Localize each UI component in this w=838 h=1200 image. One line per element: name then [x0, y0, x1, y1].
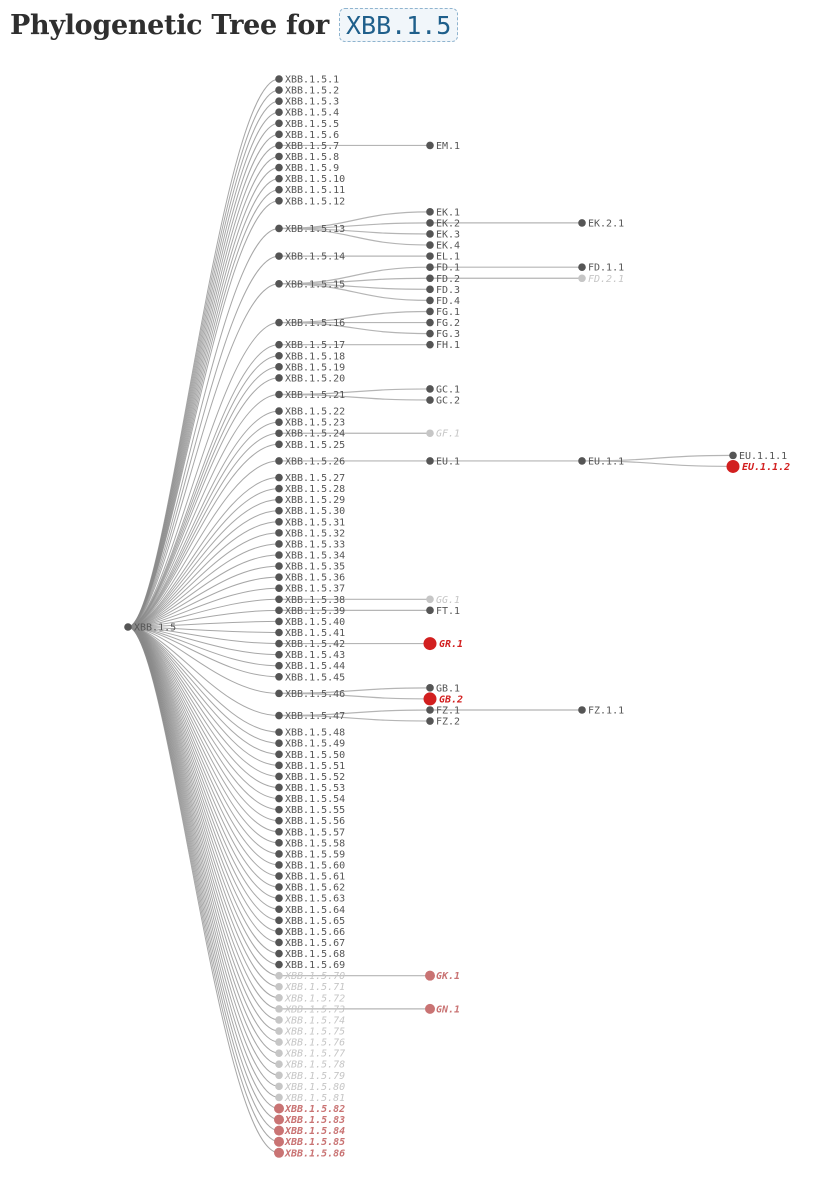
- node-dot[interactable]: [275, 584, 283, 592]
- node-dot[interactable]: [426, 717, 434, 725]
- node-dot[interactable]: [275, 850, 283, 858]
- node-dot[interactable]: [124, 623, 132, 631]
- node-dot[interactable]: [275, 507, 283, 515]
- node-dot[interactable]: [426, 142, 434, 150]
- node-label[interactable]: XBB.1.5.31: [285, 517, 346, 529]
- node-label[interactable]: XBB.1.5.82: [285, 1104, 346, 1116]
- node-label[interactable]: XBB.1.5.8: [285, 151, 340, 163]
- node-label[interactable]: XBB.1.5.54: [285, 794, 346, 806]
- node-label[interactable]: XBB.1.5.26: [285, 456, 346, 468]
- node-dot[interactable]: [275, 225, 283, 233]
- tree-edge: [128, 284, 279, 627]
- node-label[interactable]: XBB.1.5.3: [285, 96, 340, 108]
- node-dot[interactable]: [727, 460, 740, 473]
- node-label[interactable]: GG.1: [436, 594, 461, 606]
- node-label[interactable]: XBB.1.5.76: [285, 1037, 346, 1049]
- node-label[interactable]: XBB.1.5.7: [285, 140, 340, 152]
- node-label[interactable]: XBB.1.5: [134, 622, 177, 634]
- node-dot[interactable]: [578, 219, 586, 227]
- node-dot[interactable]: [275, 252, 283, 260]
- node-dot[interactable]: [578, 457, 586, 465]
- node-label[interactable]: XBB.1.5.37: [285, 583, 346, 595]
- node-dot[interactable]: [275, 1027, 283, 1035]
- node-dot[interactable]: [426, 241, 434, 249]
- tree-edge: [128, 627, 279, 1120]
- node-label[interactable]: XBB.1.5.43: [285, 650, 346, 662]
- node-label[interactable]: EK.4: [436, 240, 461, 252]
- node-dot[interactable]: [275, 341, 283, 349]
- node-dot[interactable]: [426, 684, 434, 692]
- node-label[interactable]: XBB.1.5.66: [285, 926, 346, 938]
- node-dot[interactable]: [425, 971, 435, 981]
- node-label[interactable]: EU.1.1.2: [742, 461, 791, 473]
- node-dot[interactable]: [274, 1115, 284, 1125]
- tree-edge: [128, 190, 279, 627]
- tree-edge: [128, 134, 279, 627]
- node-dot[interactable]: [729, 452, 737, 460]
- node-dot[interactable]: [275, 540, 283, 548]
- node-dot[interactable]: [274, 1104, 284, 1114]
- node-label[interactable]: XBB.1.5.5: [285, 118, 340, 130]
- node-label[interactable]: XBB.1.5.12: [285, 196, 346, 208]
- node-label[interactable]: XBB.1.5.57: [285, 827, 346, 839]
- node-dot[interactable]: [275, 905, 283, 913]
- node-dot[interactable]: [426, 330, 434, 338]
- node-label[interactable]: XBB.1.5.2: [285, 85, 340, 97]
- node-dot[interactable]: [275, 595, 283, 603]
- node-label[interactable]: XBB.1.5.24: [285, 428, 346, 440]
- node-label[interactable]: GN.1: [436, 1004, 461, 1016]
- node-dot[interactable]: [275, 391, 283, 399]
- node-dot[interactable]: [426, 607, 434, 615]
- node-dot[interactable]: [275, 573, 283, 581]
- node-dot[interactable]: [275, 363, 283, 371]
- node-label[interactable]: XBB.1.5.33: [285, 539, 346, 551]
- node-dot[interactable]: [275, 651, 283, 659]
- node-dot[interactable]: [275, 197, 283, 205]
- node-dot[interactable]: [426, 230, 434, 238]
- node-label[interactable]: XBB.1.5.28: [285, 484, 346, 496]
- node-dot[interactable]: [275, 607, 283, 615]
- node-dot[interactable]: [275, 518, 283, 526]
- node-label[interactable]: XBB.1.5.85: [285, 1137, 346, 1149]
- node-label[interactable]: FT.1: [436, 605, 461, 617]
- node-dot[interactable]: [275, 983, 283, 991]
- node-dot[interactable]: [275, 750, 283, 758]
- node-dot[interactable]: [275, 1060, 283, 1068]
- node-label[interactable]: XBB.1.5.61: [285, 871, 346, 883]
- node-label[interactable]: EU.1.1.1: [739, 450, 788, 462]
- node-dot[interactable]: [426, 319, 434, 327]
- node-label[interactable]: XBB.1.5.38: [285, 594, 346, 606]
- node-dot[interactable]: [275, 640, 283, 648]
- node-label[interactable]: XBB.1.5.20: [285, 373, 346, 385]
- node-label[interactable]: XBB.1.5.42: [285, 639, 346, 651]
- node-label[interactable]: EU.1: [436, 456, 461, 468]
- node-dot[interactable]: [275, 773, 283, 781]
- node-label[interactable]: XBB.1.5.45: [285, 672, 346, 684]
- node-label[interactable]: XBB.1.5.78: [285, 1059, 346, 1071]
- node-dot[interactable]: [274, 1137, 284, 1147]
- node-dot[interactable]: [275, 712, 283, 720]
- node-label[interactable]: XBB.1.5.65: [285, 915, 346, 927]
- node-dot[interactable]: [275, 119, 283, 127]
- node-dot[interactable]: [426, 263, 434, 271]
- node-dot[interactable]: [426, 274, 434, 282]
- node-label[interactable]: XBB.1.5.79: [285, 1070, 346, 1082]
- node-dot[interactable]: [275, 795, 283, 803]
- node-dot[interactable]: [426, 429, 434, 437]
- node-dot[interactable]: [275, 1038, 283, 1046]
- node-dot[interactable]: [275, 1005, 283, 1013]
- node-label[interactable]: XBB.1.5.59: [285, 849, 346, 861]
- node-dot[interactable]: [275, 474, 283, 482]
- node-label[interactable]: GC.2: [436, 395, 461, 407]
- node-dot[interactable]: [275, 673, 283, 681]
- node-label[interactable]: XBB.1.5.49: [285, 738, 346, 750]
- node-dot[interactable]: [275, 429, 283, 437]
- node-dot[interactable]: [275, 928, 283, 936]
- node-label[interactable]: GR.1: [439, 639, 464, 651]
- node-dot[interactable]: [275, 894, 283, 902]
- node-label[interactable]: XBB.1.5.13: [285, 223, 346, 235]
- node-label[interactable]: FZ.1: [436, 705, 461, 717]
- node-label[interactable]: XBB.1.5.81: [285, 1092, 346, 1104]
- node-dot[interactable]: [275, 562, 283, 570]
- node-dot[interactable]: [275, 319, 283, 327]
- node-dot[interactable]: [275, 662, 283, 670]
- node-dot[interactable]: [275, 108, 283, 116]
- node-label[interactable]: XBB.1.5.70: [285, 971, 346, 983]
- node-label[interactable]: XBB.1.5.6: [285, 129, 340, 141]
- node-dot[interactable]: [275, 529, 283, 537]
- node-label[interactable]: FD.3: [436, 284, 461, 296]
- node-dot[interactable]: [275, 153, 283, 161]
- node-dot[interactable]: [275, 762, 283, 770]
- node-label[interactable]: XBB.1.5.35: [285, 561, 346, 573]
- node-dot[interactable]: [426, 297, 434, 305]
- node-dot[interactable]: [275, 917, 283, 925]
- node-label[interactable]: XBB.1.5.55: [285, 805, 346, 817]
- node-dot[interactable]: [426, 208, 434, 216]
- node-label[interactable]: XBB.1.5.34: [285, 550, 346, 562]
- node-dot[interactable]: [275, 374, 283, 382]
- node-label[interactable]: FD.1.1: [588, 262, 625, 274]
- node-dot[interactable]: [274, 1148, 284, 1158]
- node-dot[interactable]: [426, 706, 434, 714]
- node-dot[interactable]: [275, 883, 283, 891]
- node-dot[interactable]: [275, 1016, 283, 1024]
- node-label[interactable]: XBB.1.5.67: [285, 937, 346, 949]
- node-label[interactable]: FD.2: [436, 273, 461, 285]
- node-label[interactable]: XBB.1.5.17: [285, 340, 346, 352]
- node-dot[interactable]: [275, 1094, 283, 1102]
- node-dot[interactable]: [275, 418, 283, 426]
- node-label[interactable]: FZ.1.1: [588, 705, 625, 717]
- node-label[interactable]: FG.2: [436, 318, 461, 330]
- node-label[interactable]: EK.1: [436, 207, 461, 219]
- node-label[interactable]: XBB.1.5.62: [285, 882, 346, 894]
- node-dot[interactable]: [426, 457, 434, 465]
- node-label[interactable]: XBB.1.5.53: [285, 782, 346, 794]
- node-label[interactable]: XBB.1.5.36: [285, 572, 346, 584]
- node-label[interactable]: XBB.1.5.32: [285, 528, 346, 540]
- node-dot[interactable]: [578, 274, 586, 282]
- node-label[interactable]: XBB.1.5.10: [285, 174, 346, 186]
- node-label[interactable]: XBB.1.5.39: [285, 605, 346, 617]
- node-label[interactable]: XBB.1.5.41: [285, 628, 346, 639]
- node-dot[interactable]: [275, 828, 283, 836]
- tree-edge: [128, 156, 279, 627]
- node-label[interactable]: XBB.1.5.9: [285, 163, 340, 175]
- node-dot[interactable]: [275, 728, 283, 736]
- node-label[interactable]: XBB.1.5.68: [285, 949, 346, 961]
- node-label[interactable]: XBB.1.5.14: [285, 251, 346, 263]
- node-dot[interactable]: [275, 839, 283, 847]
- node-label[interactable]: XBB.1.5.73: [285, 1004, 346, 1016]
- node-label[interactable]: XBB.1.5.4: [285, 107, 340, 119]
- node-label[interactable]: XBB.1.5.48: [285, 727, 346, 739]
- node-label[interactable]: GC.1: [436, 384, 461, 396]
- node-dot[interactable]: [275, 75, 283, 83]
- page-title: Phylogenetic Tree for: [10, 9, 329, 41]
- node-label[interactable]: XBB.1.5.84: [285, 1126, 346, 1138]
- node-dot[interactable]: [274, 1126, 284, 1136]
- node-dot[interactable]: [275, 97, 283, 105]
- node-label[interactable]: GB.1: [436, 683, 461, 695]
- node-label[interactable]: XBB.1.5.86: [285, 1148, 346, 1160]
- node-label[interactable]: XBB.1.5.29: [285, 495, 346, 507]
- node-label[interactable]: XBB.1.5.1: [285, 74, 340, 86]
- node-dot[interactable]: [578, 706, 586, 714]
- node-dot[interactable]: [275, 950, 283, 958]
- node-label[interactable]: GB.2: [439, 694, 464, 706]
- node-label[interactable]: XBB.1.5.80: [285, 1081, 346, 1093]
- node-dot[interactable]: [424, 637, 437, 650]
- node-label[interactable]: FH.1: [436, 340, 461, 352]
- node-dot[interactable]: [426, 286, 434, 294]
- tree-edges: [128, 79, 733, 1153]
- node-dot[interactable]: [275, 496, 283, 504]
- node-label[interactable]: XBB.1.5.23: [285, 417, 346, 429]
- node-label[interactable]: GF.1: [436, 428, 461, 440]
- node-dot[interactable]: [275, 1072, 283, 1080]
- node-dot[interactable]: [275, 784, 283, 792]
- node-label[interactable]: XBB.1.5.52: [285, 771, 346, 783]
- node-dot[interactable]: [275, 618, 283, 626]
- node-label[interactable]: XBB.1.5.74: [285, 1015, 346, 1027]
- node-dot[interactable]: [275, 861, 283, 869]
- node-dot[interactable]: [275, 939, 283, 947]
- tree-edge: [128, 627, 279, 1009]
- node-label[interactable]: FG.1: [436, 306, 461, 318]
- tree-edge: [128, 627, 279, 1020]
- node-dot[interactable]: [275, 175, 283, 183]
- node-dot[interactable]: [426, 219, 434, 227]
- node-label[interactable]: XBB.1.5.50: [285, 749, 346, 761]
- node-dot[interactable]: [426, 385, 434, 393]
- node-label[interactable]: XBB.1.5.30: [285, 506, 346, 518]
- node-label[interactable]: XBB.1.5.77: [285, 1048, 346, 1060]
- node-dot[interactable]: [275, 551, 283, 559]
- node-label[interactable]: EK.2.1: [588, 218, 625, 230]
- node-dot[interactable]: [275, 739, 283, 747]
- node-label[interactable]: EK.2: [436, 218, 461, 230]
- node-dot[interactable]: [275, 441, 283, 449]
- node-label[interactable]: FG.3: [436, 329, 461, 341]
- node-dot[interactable]: [426, 595, 434, 603]
- node-dot[interactable]: [426, 396, 434, 404]
- node-label[interactable]: EM.1: [436, 140, 461, 152]
- node-label[interactable]: XBB.1.5.15: [285, 279, 346, 291]
- node-dot[interactable]: [275, 352, 283, 360]
- node-label[interactable]: XBB.1.5.11: [285, 185, 346, 197]
- node-dot[interactable]: [275, 485, 283, 493]
- node-dot[interactable]: [275, 457, 283, 465]
- tree-edge: [128, 627, 279, 1042]
- node-dot[interactable]: [275, 280, 283, 288]
- lineage-code-badge: XBB.1.5: [339, 8, 458, 42]
- node-label[interactable]: XBB.1.5.22: [285, 406, 346, 418]
- node-label[interactable]: XBB.1.5.46: [285, 688, 346, 700]
- node-label[interactable]: XBB.1.5.63: [285, 893, 346, 905]
- node-label[interactable]: XBB.1.5.27: [285, 473, 346, 485]
- node-label[interactable]: XBB.1.5.58: [285, 838, 346, 850]
- node-label[interactable]: XBB.1.5.83: [285, 1115, 346, 1127]
- node-dot[interactable]: [275, 131, 283, 139]
- node-dot[interactable]: [275, 817, 283, 825]
- node-label[interactable]: XBB.1.5.60: [285, 860, 346, 872]
- node-dot[interactable]: [275, 872, 283, 880]
- node-dot[interactable]: [275, 186, 283, 194]
- node-dot[interactable]: [275, 690, 283, 698]
- node-dot[interactable]: [275, 961, 283, 969]
- node-label[interactable]: EU.1.1: [588, 456, 625, 468]
- node-dot[interactable]: [425, 1004, 435, 1014]
- node-dot[interactable]: [426, 308, 434, 316]
- node-label[interactable]: XBB.1.5.75: [285, 1026, 346, 1038]
- node-dot[interactable]: [426, 252, 434, 260]
- node-label[interactable]: XBB.1.5.56: [285, 816, 346, 828]
- node-label[interactable]: GK.1: [436, 971, 461, 983]
- node-label[interactable]: XBB.1.5.51: [285, 760, 346, 772]
- node-label[interactable]: FD.1: [436, 262, 461, 274]
- node-dot[interactable]: [275, 1049, 283, 1057]
- node-dot[interactable]: [275, 806, 283, 814]
- node-dot[interactable]: [424, 692, 437, 705]
- node-label[interactable]: EK.3: [436, 229, 461, 241]
- node-label[interactable]: XBB.1.5.72: [285, 993, 346, 1005]
- node-label[interactable]: FD.4: [436, 295, 461, 307]
- node-dot[interactable]: [275, 1083, 283, 1091]
- node-dot[interactable]: [275, 629, 283, 637]
- node-label[interactable]: XBB.1.5.16: [285, 318, 346, 330]
- node-dot[interactable]: [275, 994, 283, 1002]
- node-label[interactable]: XBB.1.5.21: [285, 389, 346, 401]
- node-label[interactable]: XBB.1.5.64: [285, 904, 346, 916]
- node-label[interactable]: XBB.1.5.47: [285, 711, 346, 723]
- node-label[interactable]: XBB.1.5.69: [285, 960, 346, 972]
- node-dot[interactable]: [426, 341, 434, 349]
- node-label[interactable]: FZ.2: [436, 716, 461, 728]
- node-label[interactable]: XBB.1.5.44: [285, 661, 346, 673]
- tree-edge: [128, 627, 279, 1097]
- node-dot[interactable]: [275, 164, 283, 172]
- node-label[interactable]: EL.1: [436, 251, 461, 263]
- node-dot[interactable]: [275, 142, 283, 150]
- node-dot[interactable]: [275, 86, 283, 94]
- node-label[interactable]: XBB.1.5.71: [285, 982, 346, 994]
- node-dot[interactable]: [578, 263, 586, 271]
- node-label[interactable]: XBB.1.5.25: [285, 439, 346, 451]
- node-label[interactable]: XBB.1.5.40: [285, 616, 346, 628]
- node-dot[interactable]: [275, 407, 283, 415]
- node-label[interactable]: XBB.1.5.18: [285, 351, 346, 363]
- node-dot[interactable]: [275, 972, 283, 980]
- node-label[interactable]: FD.2.1: [588, 273, 625, 285]
- node-label[interactable]: XBB.1.5.19: [285, 362, 346, 374]
